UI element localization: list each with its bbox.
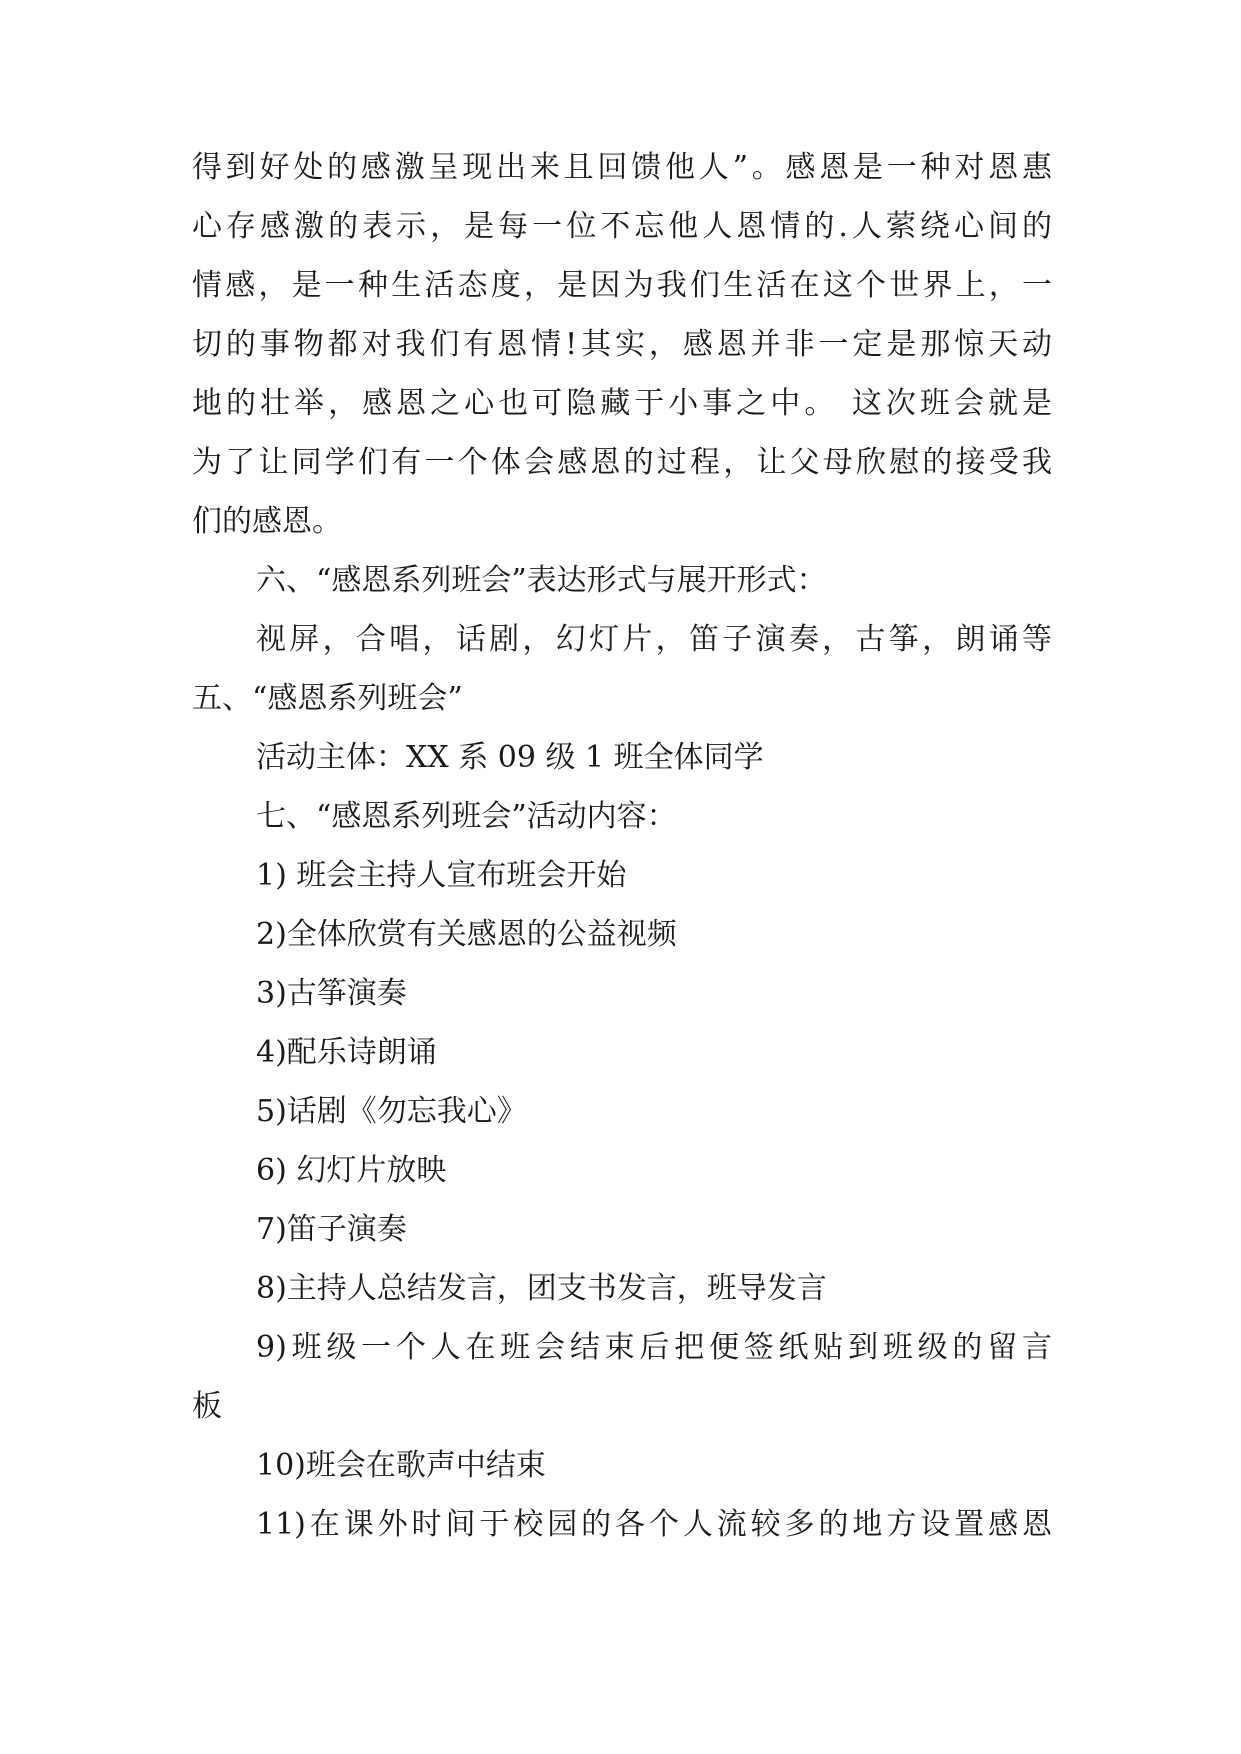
list-item: 7)笛子演奏 (256, 1212, 407, 1247)
list-item: 4)配乐诗朗诵 (256, 1035, 437, 1070)
list-item: 5)话剧《勿忘我心》 (256, 1094, 527, 1129)
paragraph-line: 情感，是一种生活态度，是因为我们生活在这个世界上，一 (192, 268, 1052, 303)
section-heading: 六、“感恩系列班会”表达形式与展开形式： (256, 563, 827, 598)
list-item: 10)班会在歌声中结束 (256, 1448, 546, 1483)
list-item: 6) 幻灯片放映 (256, 1153, 447, 1188)
activity-subject: 活动主体：XX 系 09 级 1 班全体同学 (256, 740, 764, 775)
paragraph-line: 切的事物都对我们有恩情!其实，感恩并非一定是那惊天动 (192, 327, 1052, 362)
section-heading: 七、“感恩系列班会”活动内容： (256, 799, 677, 834)
list-item-continuation: 板 (192, 1389, 222, 1424)
list-item: 3)古筝演奏 (256, 976, 407, 1011)
paragraph-line: 心存感激的表示，是每一位不忘他人恩情的.人萦绕心间的 (192, 209, 1052, 244)
section-heading: 五、“感恩系列班会” (192, 681, 463, 716)
list-item: 1) 班会主持人宣布班会开始 (256, 858, 627, 893)
list-item: 2)全体欣赏有关感恩的公益视频 (256, 917, 677, 952)
paragraph-line: 们的感恩。 (192, 504, 342, 539)
paragraph-line: 得到好处的感激呈现出来且回馈他人”。感恩是一种对恩惠 (192, 150, 1052, 185)
forms-line: 视屏，合唱，话剧，幻灯片，笛子演奏，古筝，朗诵等 (256, 622, 1052, 657)
list-item: 11)在课外时间于校园的各个人流较多的地方设置感恩 (256, 1507, 1052, 1542)
list-item: 8)主持人总结发言，团支书发言，班导发言 (256, 1271, 827, 1306)
paragraph-line: 为了让同学们有一个体会感恩的过程，让父母欣慰的接受我 (192, 445, 1052, 480)
paragraph-line: 地的壮举，感恩之心也可隐藏于小事之中。 这次班会就是 (192, 386, 1052, 421)
list-item: 9)班级一个人在班会结束后把便签纸贴到班级的留言 (256, 1330, 1052, 1365)
